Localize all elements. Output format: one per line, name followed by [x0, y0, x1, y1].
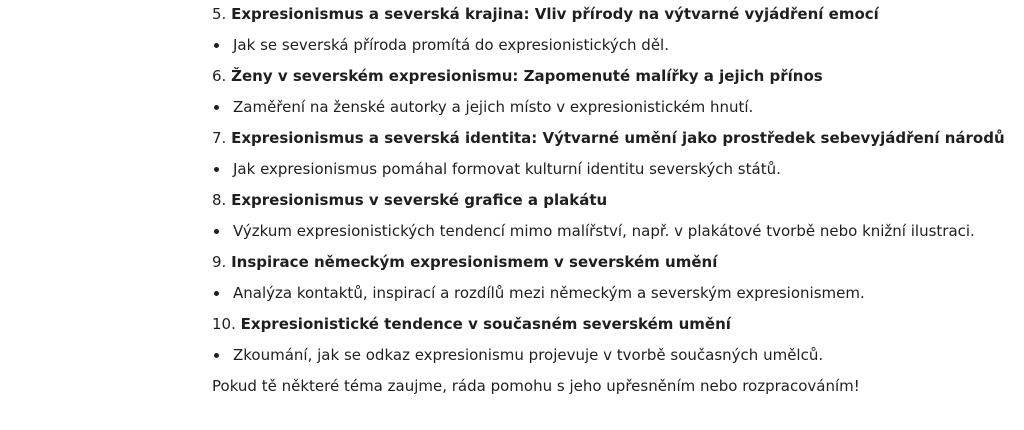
topic-heading [212, 61, 1002, 92]
list-item-text: Jak se severská příroda promítá do expresionistických děl. [233, 36, 669, 54]
topic-heading [212, 309, 1002, 340]
list-item-text: Jak expresionismus pomáhal formovat kulturní identitu severských států. [233, 160, 781, 178]
bullet-icon [214, 43, 219, 48]
topic-title: Expresionismus a severská identita: Výtvarné umění jako prostředek sebevyjádření národů [231, 129, 1005, 147]
list-item-text: Zaměření na ženské autorky a jejich místo v expresionistickém hnutí. [233, 98, 754, 116]
topic-number: 8. [212, 191, 227, 209]
list-item [212, 340, 1002, 371]
topic-title: Expresionismus v severské grafice a plakátu [231, 191, 608, 209]
topic-number: 9. [212, 253, 227, 271]
bullet-icon [214, 353, 219, 358]
topic-number: 6. [212, 67, 227, 85]
topic-heading [212, 185, 1002, 216]
list-item [212, 154, 1002, 185]
topic-title: Inspirace německým expresionismem v severském umění [231, 253, 718, 271]
topic-title: Ženy v severském expresionismu: Zapomenuté malířky a jejich přínos [231, 67, 823, 85]
topic-heading [212, 123, 1005, 154]
list-item [212, 30, 1002, 61]
topic-title: Expresionistické tendence v současném severském umění [240, 315, 731, 333]
topic-heading [212, 0, 1002, 30]
topic-heading [212, 247, 1002, 278]
list-item [212, 92, 1002, 123]
topic-number: 7. [212, 129, 227, 147]
closing-paragraph: Pokud tě některé téma zaujme, ráda pomohu s jeho upřesněním nebo rozpracováním! [212, 377, 860, 395]
bullet-icon [214, 167, 219, 172]
bullet-icon [214, 291, 219, 296]
topic-title: Expresionismus a severská krajina: Vliv přírody na výtvarné vyjádření emocí [231, 5, 879, 23]
list-item [212, 216, 1002, 247]
list-item-text: Zkoumání, jak se odkaz expresionismu projevuje v tvorbě současných umělců. [233, 346, 824, 364]
topic-number: 5. [212, 5, 227, 23]
message-content [212, 0, 1005, 402]
topic-number: 10. [212, 315, 236, 333]
list-item-text: Výzkum expresionistických tendencí mimo malířství, např. v plakátové tvorbě nebo knižní ilustraci. [233, 222, 975, 240]
bullet-icon [214, 105, 219, 110]
list-item-text: Analýza kontaktů, inspirací a rozdílů mezi německým a severským expresionismem. [233, 284, 865, 302]
list-item [212, 278, 1002, 309]
bullet-icon [214, 229, 219, 234]
